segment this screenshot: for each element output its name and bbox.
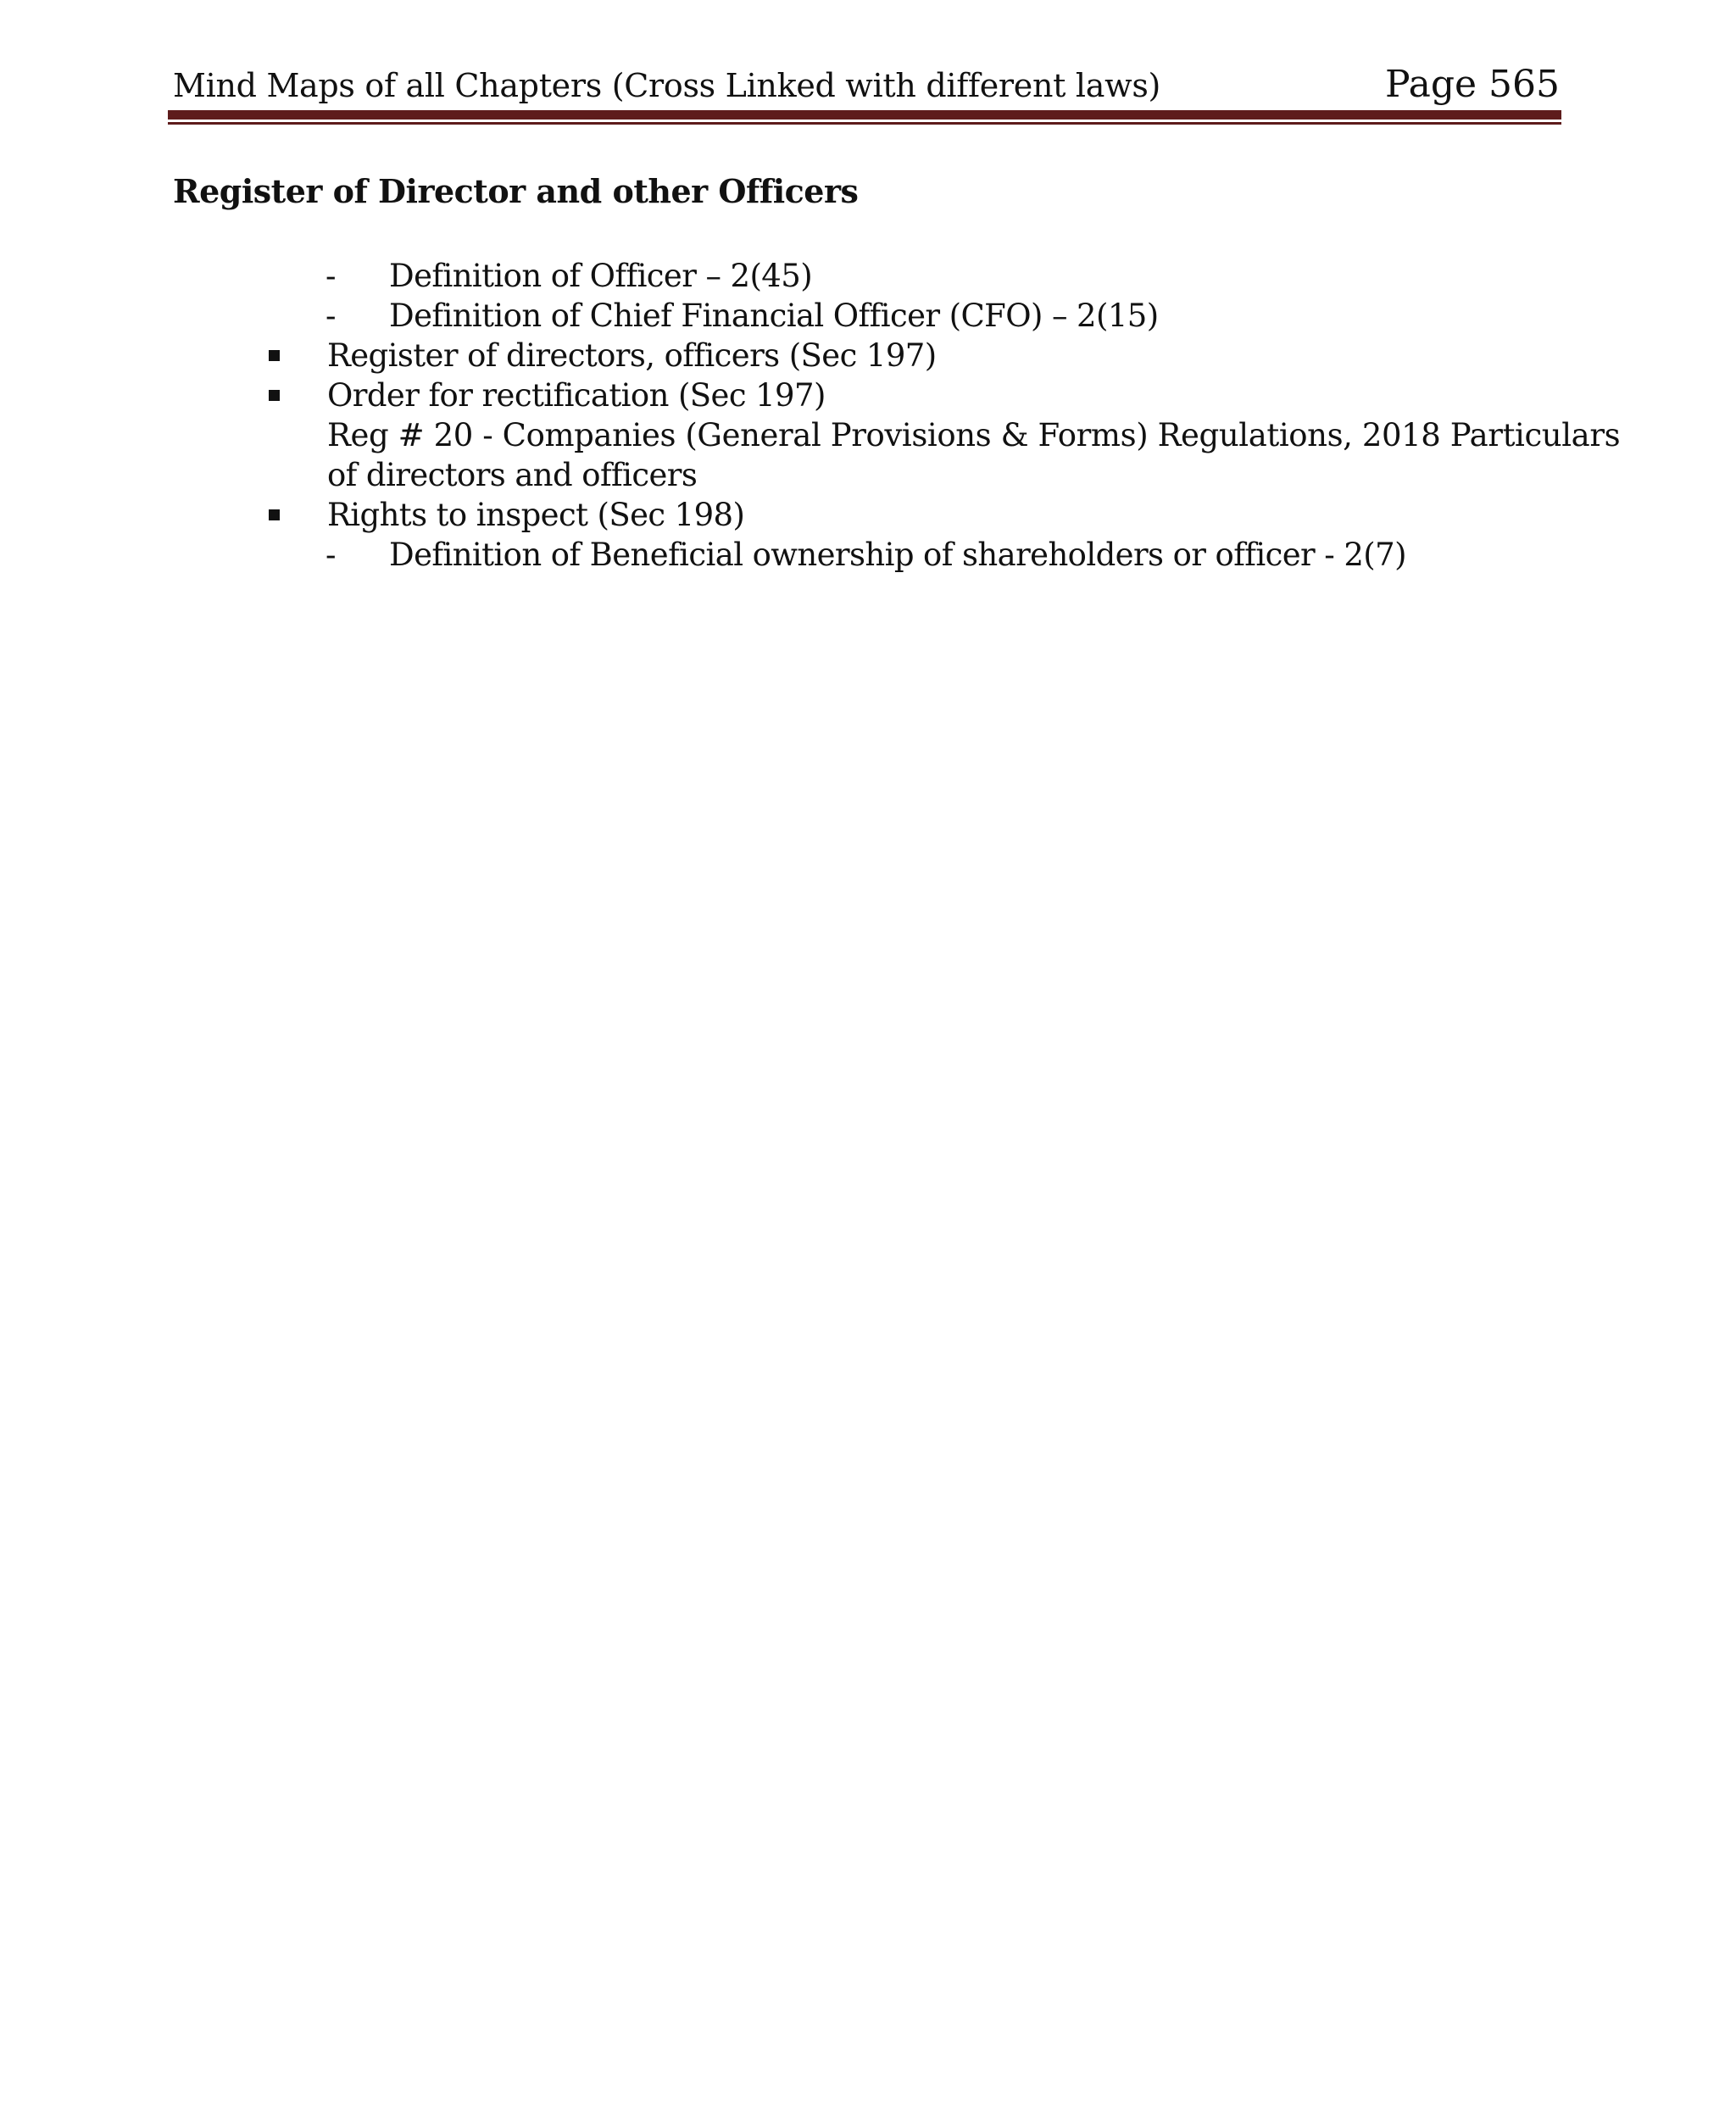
list-item-text: Definition of Beneficial ownership of shareholders or officer - 2(7) bbox=[389, 537, 1406, 573]
dash-marker: - bbox=[326, 258, 337, 294]
list-item-text: Rights to inspect (Sec 198) bbox=[327, 497, 745, 533]
square-bullet-icon bbox=[269, 390, 280, 401]
header-rule-thick bbox=[168, 110, 1561, 120]
square-bullet-icon bbox=[269, 350, 280, 361]
dash-marker: - bbox=[326, 298, 337, 334]
list-item-text: Register of directors, officers (Sec 197) bbox=[327, 337, 937, 374]
header-rule-thin bbox=[168, 122, 1561, 125]
dash-marker: - bbox=[326, 537, 337, 573]
list-item-text: Definition of Chief Financial Officer (CFO) – 2(15) bbox=[389, 298, 1159, 334]
square-bullet-icon bbox=[269, 509, 280, 520]
list-item-text: Definition of Officer – 2(45) bbox=[389, 258, 813, 294]
list-item-text-line1: Reg # 20 - Companies (General Provisions & Forms) Regulations, 2018 Particulars bbox=[327, 417, 1621, 453]
list-item-text: Order for rectification (Sec 197) bbox=[327, 377, 826, 414]
section-title: Register of Director and other Officers bbox=[173, 172, 859, 210]
page-header bbox=[173, 61, 1560, 112]
page-number: Page 565 bbox=[1384, 63, 1560, 106]
header-title: Mind Maps of all Chapters (Cross Linked with different laws) bbox=[173, 67, 1161, 104]
list-item-text-line2: of directors and officers bbox=[327, 457, 698, 493]
